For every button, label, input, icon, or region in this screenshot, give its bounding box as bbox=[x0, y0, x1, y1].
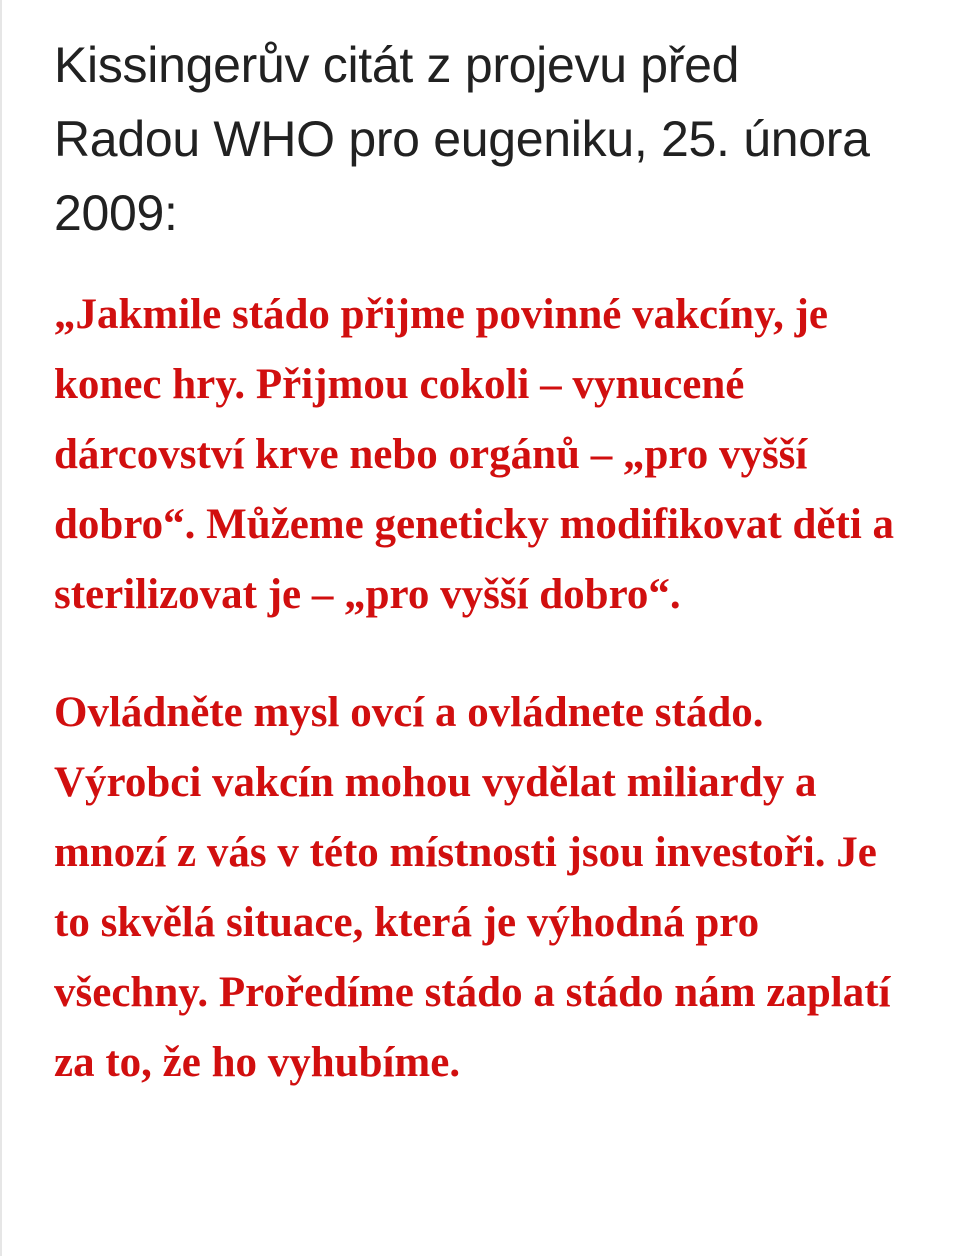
quote-paragraph: Ovládněte mysl ovcí a ovládnete stádo. Výrobci vakcín mohou vydělat miliardy a mnozí z vás v této místnosti jsou investoři. Je to skvělá situace, která je výhodná pro všechny. Proředíme stádo a stádo nám zaplatí za to, že ho vyhubíme. bbox=[54, 689, 891, 1086]
article-heading: Kissingerův citát z projevu před Radou WHO pro eugeniku, 25. února 2009: bbox=[54, 37, 870, 241]
quote-paragraph: „Jakmile stádo přijme povinné vakcíny, je konec hry. Přijmou cokoli – vynucené dárcovství krve nebo orgánů – „pro vyšší dobro“. Můžeme geneticky modifikovat děti a sterilizovat je – „pro vyšší dobro“. bbox=[54, 291, 895, 618]
